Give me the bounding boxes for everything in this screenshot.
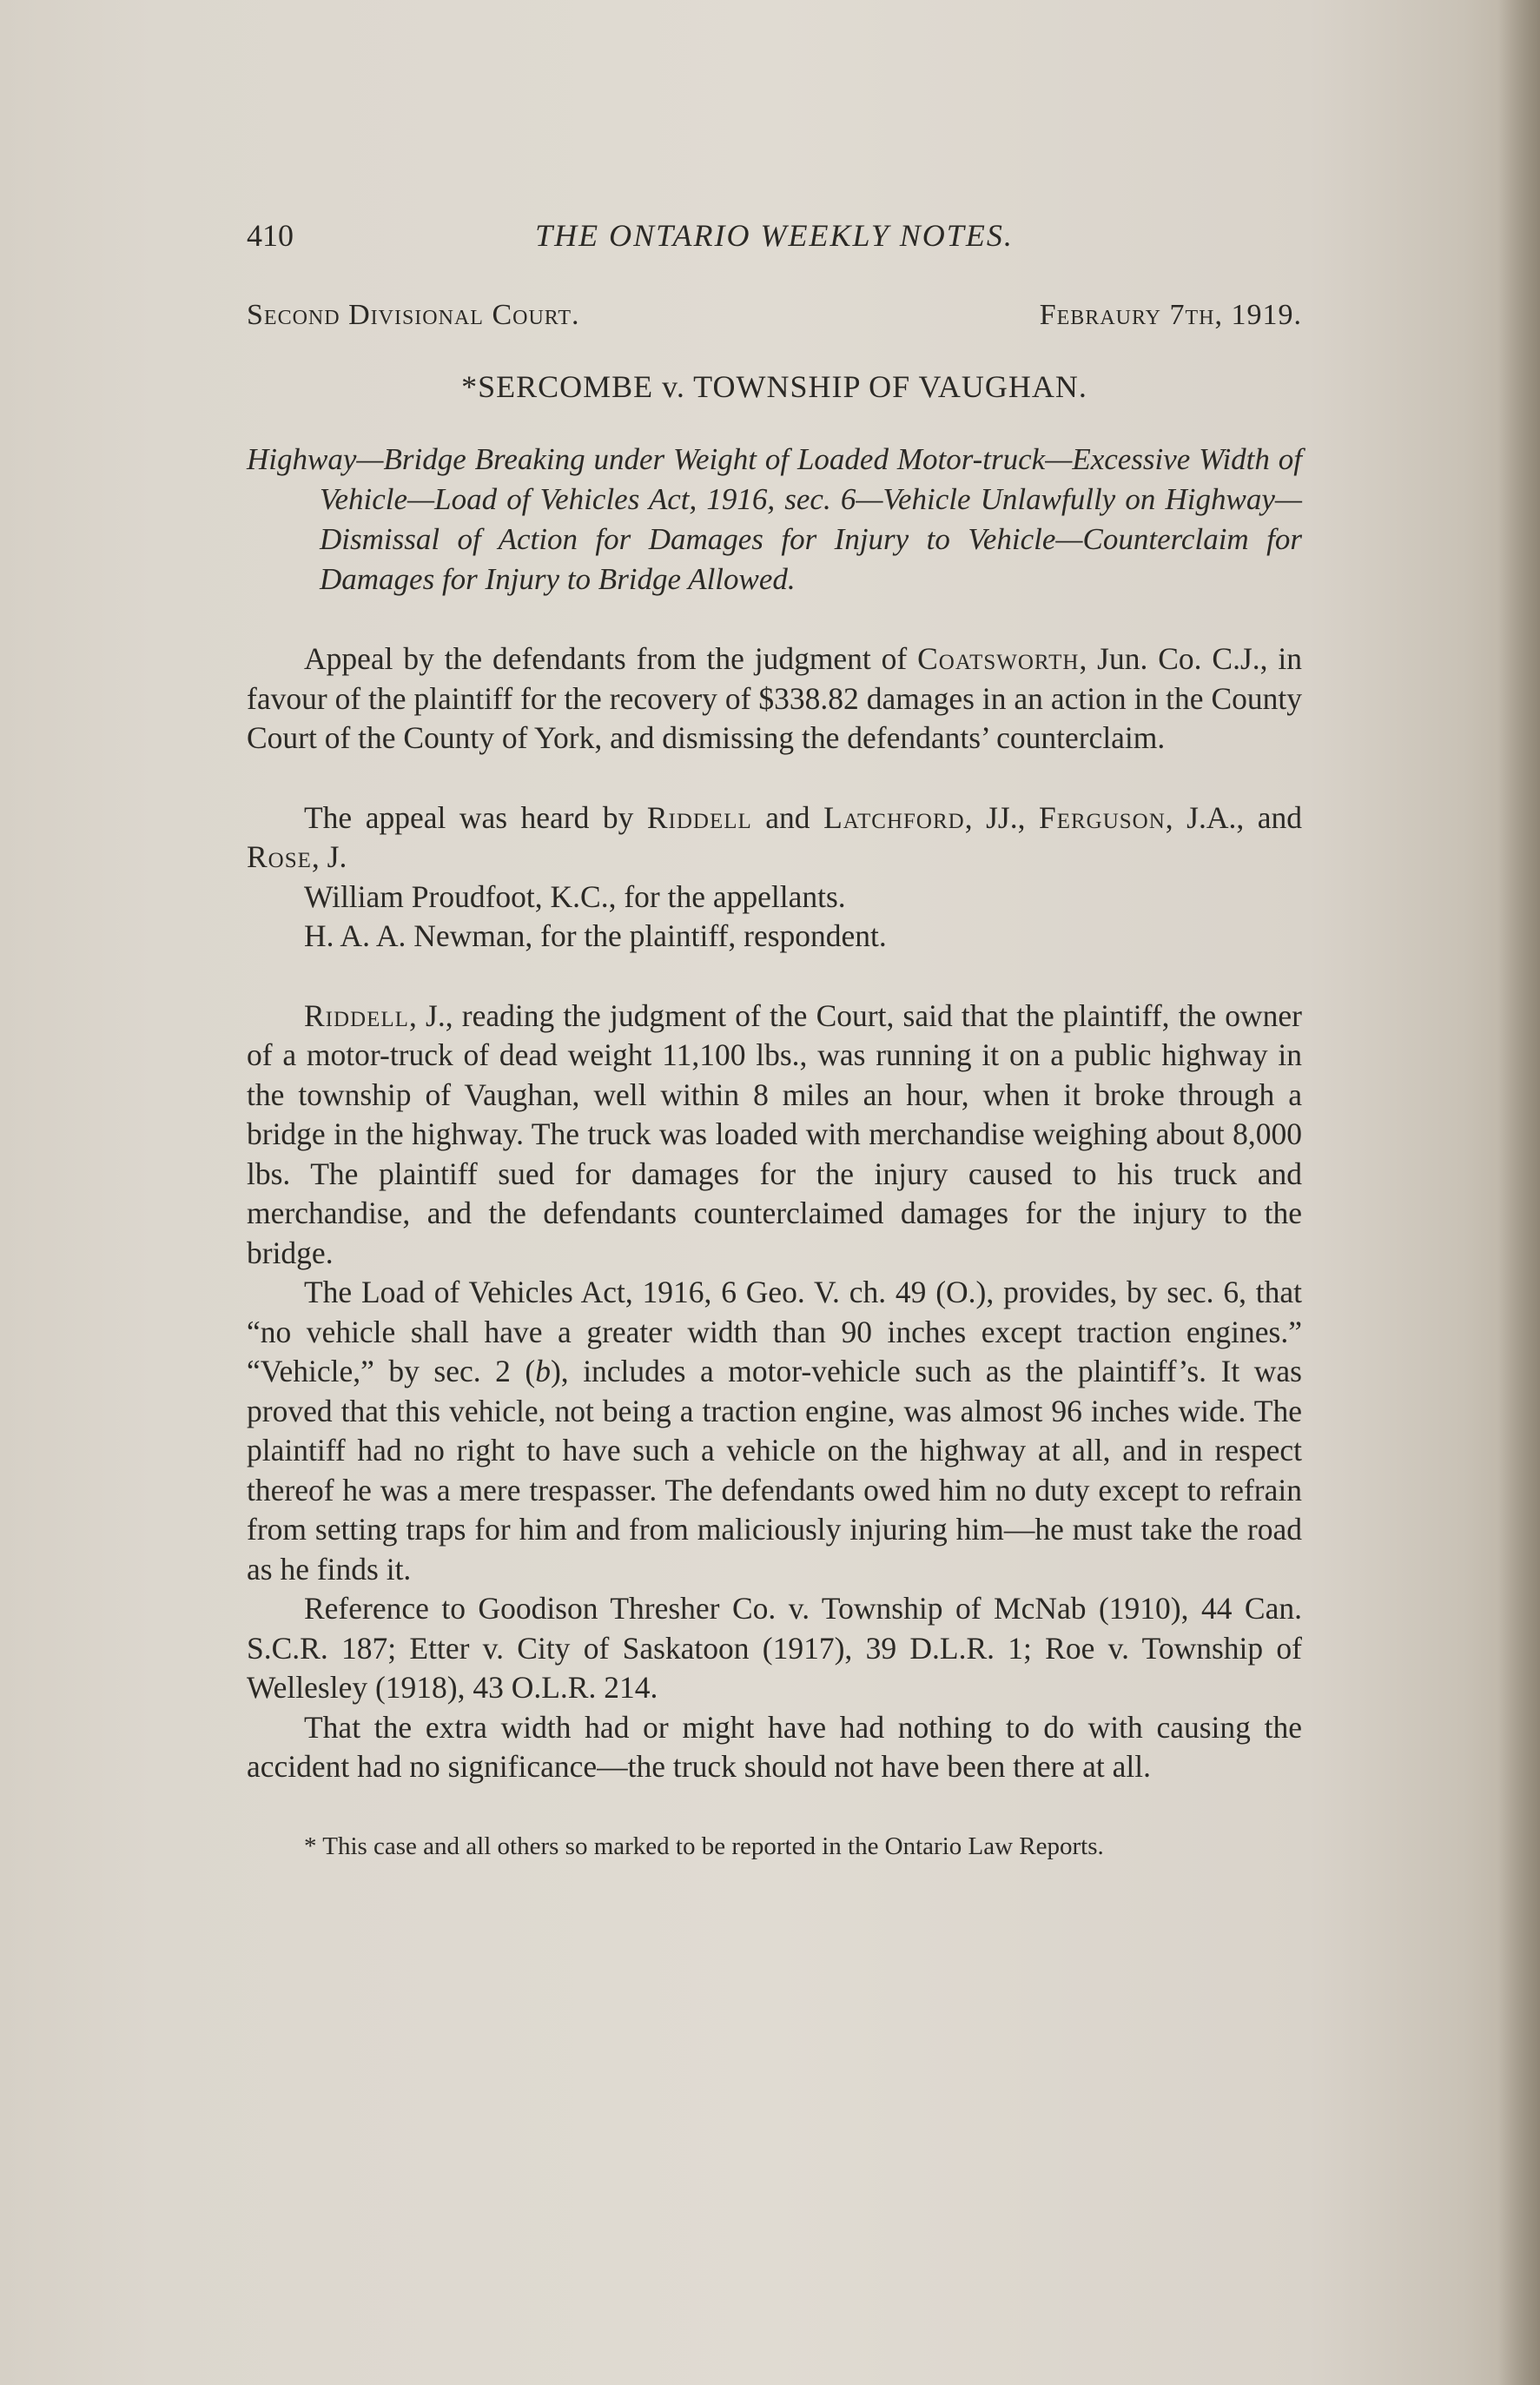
judgment-paragraph	[247, 997, 1302, 1274]
statute-paragraph	[247, 1273, 1302, 1589]
heard-text: The appeal was heard by	[304, 799, 647, 835]
appeal-text-end: , Jun. Co. C.J., in favour of the plaintiff for the recovery of $338.82 damages in an action in the County Court of the County of York, and dismissing the defendants’ counterclaim.	[247, 641, 1302, 755]
references-paragraph: Reference to Goodison Thresher Co. v. Township of McNab (1910), 44 Can. S.C.R. 187; Etter v. City of Saskatoon (1917), 39 D.L.R. 1; Roe v. Township of Wellesley (1918), 43 O.L.R. 214.	[247, 1591, 1302, 1705]
heard-text: , J.	[311, 839, 347, 874]
court-name: Second Divisional Court.	[247, 299, 580, 331]
statute-clause-letter: b	[535, 1354, 551, 1388]
journal-title: THE ONTARIO WEEKLY NOTES.	[535, 218, 1014, 253]
statute-text: The Load of Vehicles Act, 1916, 6 Geo. V. ch. 49 (O.), provides, by sec. 6, that “no vehicle shall have a greater width than 90 inches except traction engines.” “Vehicle,” by sec. 2 (	[247, 1275, 1302, 1388]
judgment-text: , J., reading the judgment of the Court, said that the plaintiff, the owner of a motor-truck of dead weight 11,100 lbs., was running it on a public highway in the township of Vaughan, well within 8 miles an hour, when it broke through a bridge in the highway. The truck was loaded with merchandise weighing about 8,000 lbs. The plaintiff sued for damages for the injury caused to his truck and merchandise, and the defendants counterclaimed damages for the injury to the bridge.	[247, 997, 1302, 1270]
judge-name: Latchford	[823, 799, 965, 835]
headnote: Highway—Bridge Breaking under Weight of Loaded Motor-truck—Excessive Width of Vehicle—Load of Vehicles Act, 1916, sec. 6—Vehicle Unlawfully on Highway—Dismissal of Action for Damages for Injury to Vehicle—Counterclaim for Damages for Injury to Bridge Allowed.	[247, 442, 1302, 596]
heard-text: and	[751, 799, 824, 835]
judgment-judge-name: Riddell	[304, 997, 409, 1033]
heard-text: , JJ.,	[964, 799, 1039, 835]
judge-name: Rose	[247, 839, 312, 874]
statute-text: ), includes a motor-vehicle such as the plaintiff’s. It was proved that this vehicle, not being a traction engine, was almost 96 inches wide. The plaintiff had no right to have such a vehicle on the highway at all, and in respect thereof he was a mere trespasser. The defendants owed him no duty except to refrain from setting traps for him and from maliciously injuring him—he must take the road as he finds it.	[247, 1354, 1302, 1587]
heard-text: , J.A., and	[1165, 799, 1302, 835]
counsel-respondent: H. A. A. Newman, for the plaintiff, respondent.	[304, 918, 887, 953]
heard-paragraph	[247, 798, 1302, 878]
appeal-paragraph	[247, 639, 1302, 759]
appeal-judge-name: Coatsworth	[917, 641, 1080, 676]
appeal-text-start: Appeal by the defendants from the judgment of	[304, 641, 918, 676]
judge-name: Riddell	[646, 799, 752, 835]
footnote: * This case and all others so marked to be reported in the Ontario Law Reports.	[304, 1832, 1104, 1860]
page-number: 410	[247, 218, 294, 253]
decision-date: Febraury 7th, 1919.	[1039, 299, 1302, 331]
case-title: *SERCOMBE v. TOWNSHIP OF VAUGHAN.	[461, 369, 1087, 404]
running-head	[247, 217, 1302, 268]
conclusion-paragraph: That the extra width had or might have had nothing to do with causing the accident had no significance—the truck should not have been there at all.	[247, 1709, 1302, 1784]
court-line	[247, 299, 1302, 344]
page-gutter-shadow	[1498, 0, 1540, 2385]
judge-name: Ferguson	[1038, 799, 1166, 835]
page-content	[247, 217, 1302, 1862]
counsel-appellants: William Proudfoot, K.C., for the appellants.	[304, 878, 846, 914]
